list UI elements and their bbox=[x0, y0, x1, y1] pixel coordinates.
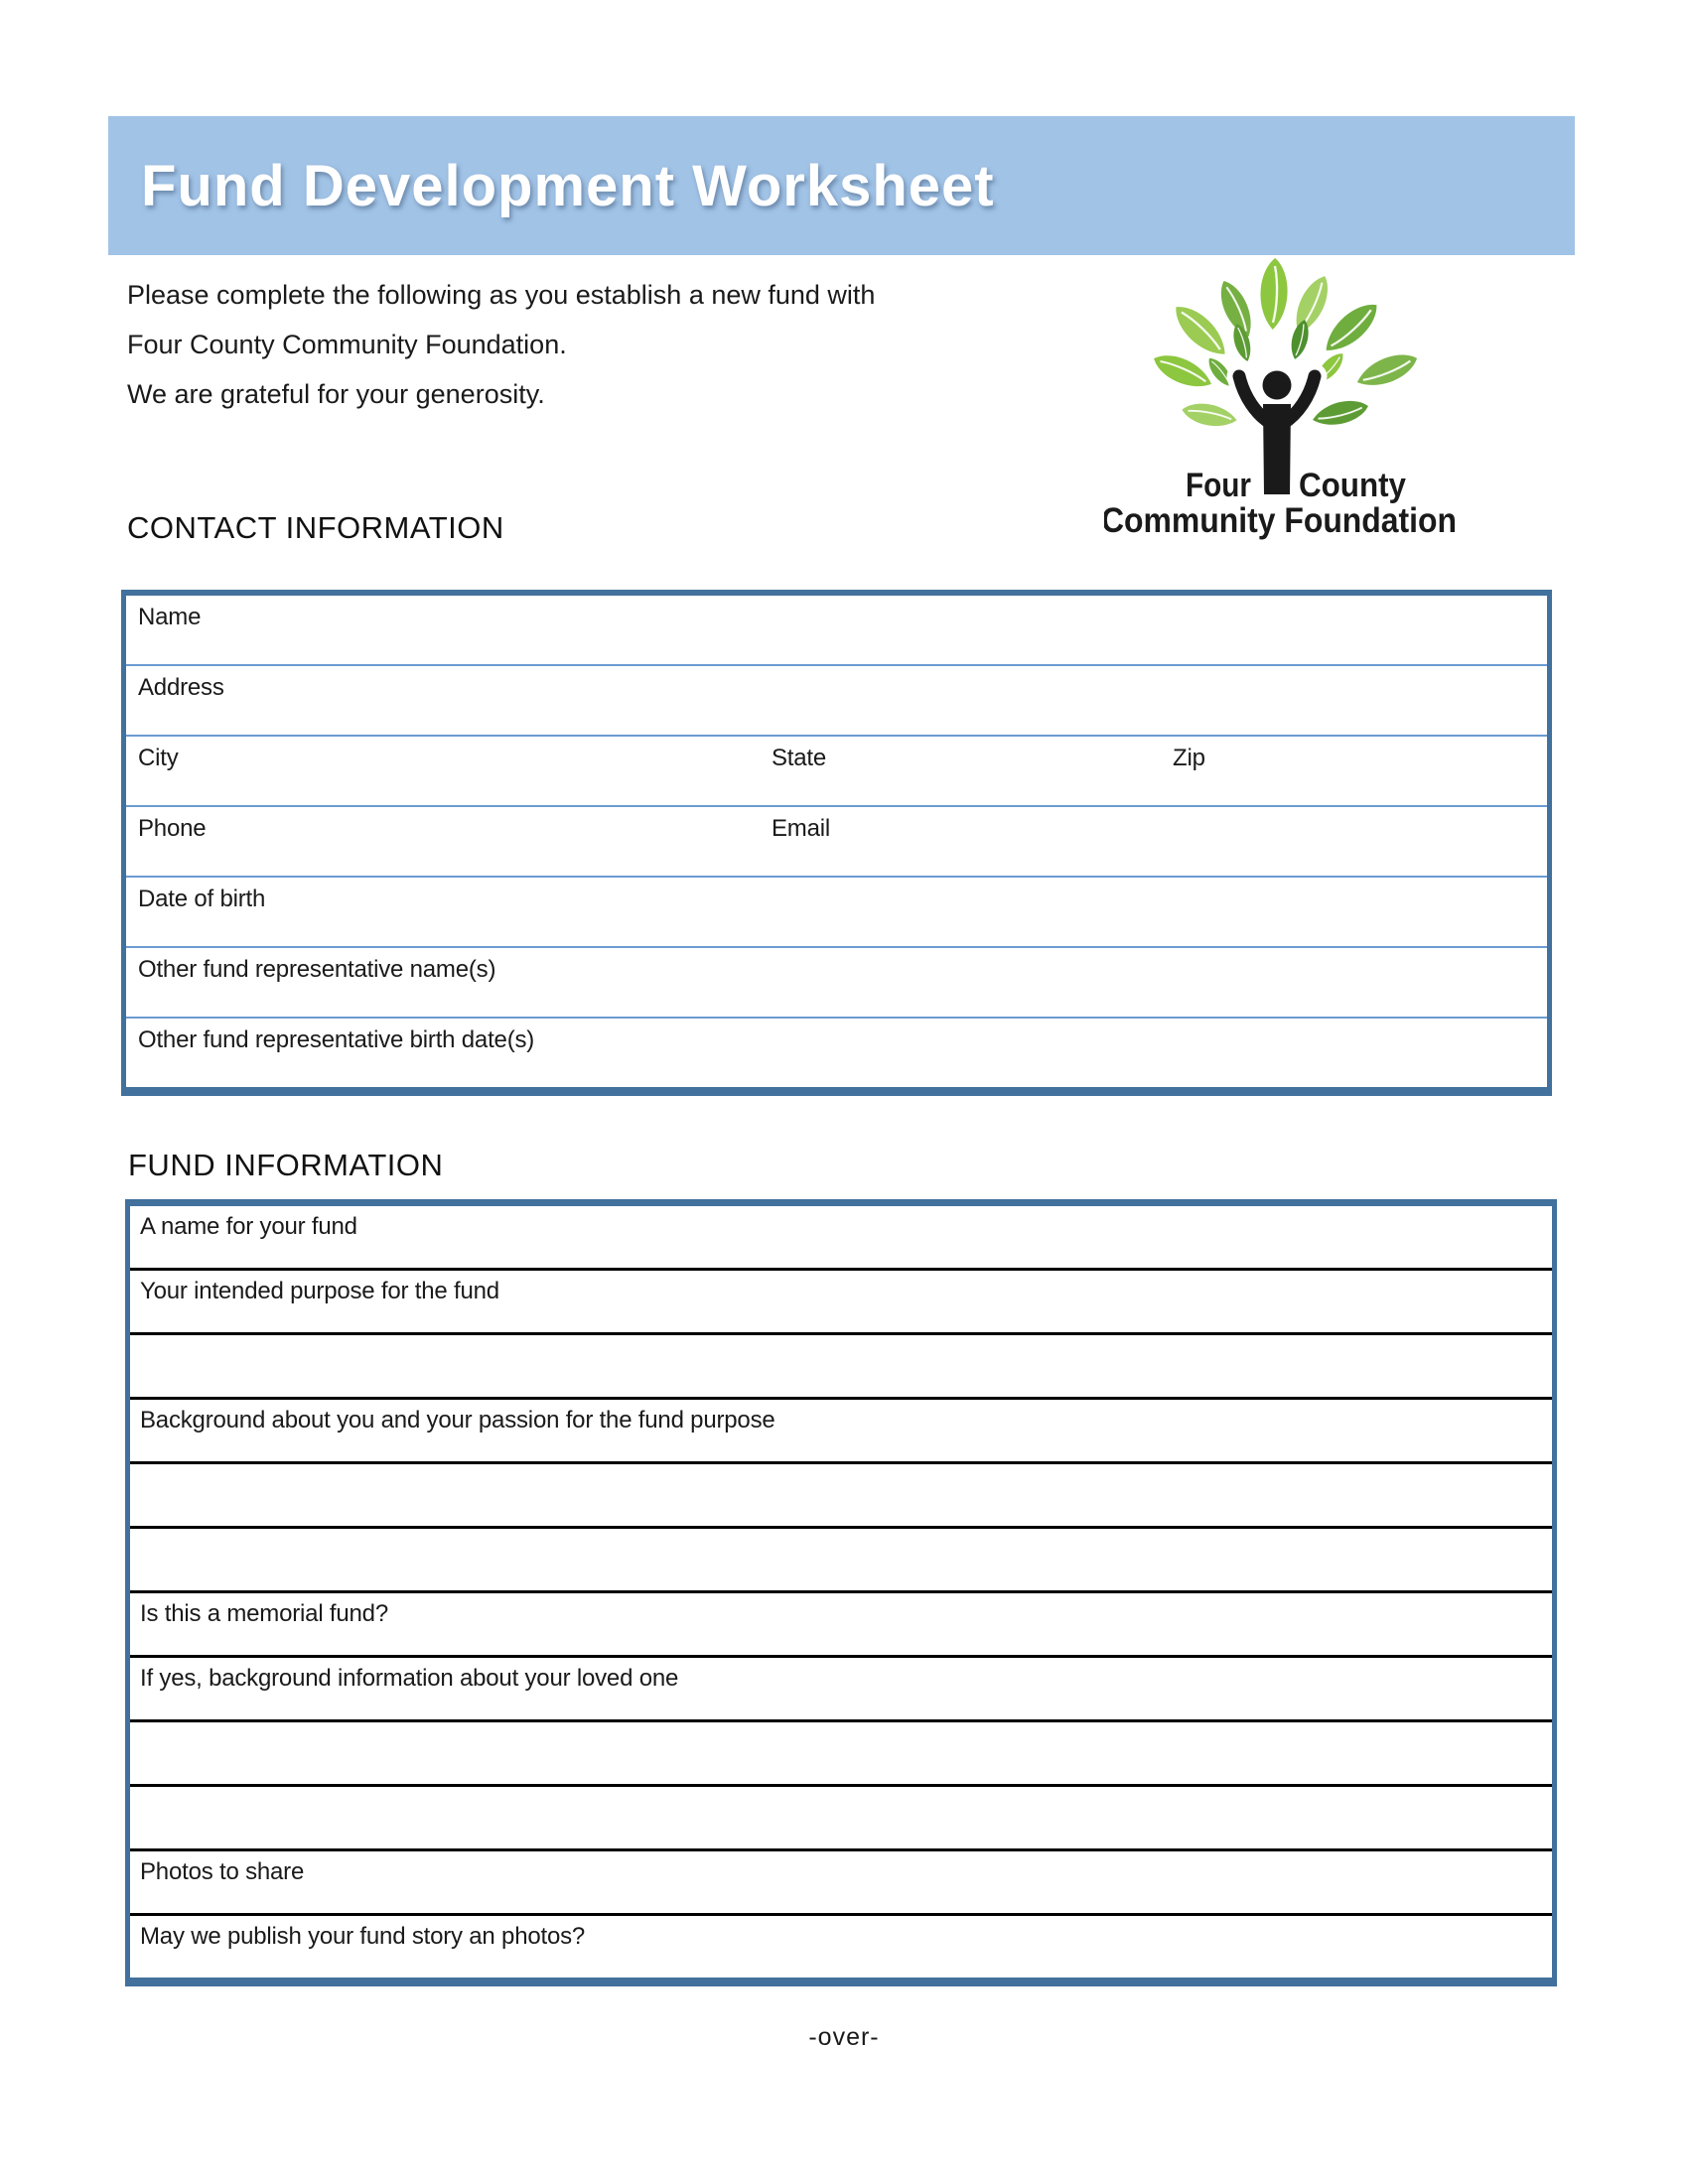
field-label: Background about you and your passion for the fund purpose bbox=[140, 1407, 775, 1433]
logo-text-county: County bbox=[1299, 467, 1407, 504]
page-title: Fund Development Worksheet bbox=[141, 153, 995, 218]
contact-section-heading: CONTACT INFORMATION bbox=[127, 510, 504, 545]
fund-row-memorial[interactable] bbox=[130, 1593, 1552, 1658]
fund-row-loved-one-extra-1[interactable] bbox=[130, 1722, 1552, 1787]
leaf-icon bbox=[1259, 258, 1289, 331]
fund-row-background[interactable] bbox=[130, 1400, 1552, 1464]
fund-row-background-extra-1[interactable] bbox=[130, 1464, 1552, 1529]
field-label: Address bbox=[138, 674, 224, 701]
field-label: City bbox=[138, 745, 179, 771]
logo-text-four: Four bbox=[1186, 467, 1251, 504]
fund-row-loved-one[interactable] bbox=[130, 1658, 1552, 1722]
fund-row-publish[interactable] bbox=[130, 1916, 1552, 1978]
field-label: Phone bbox=[138, 815, 207, 842]
leaf-icon bbox=[1310, 396, 1370, 431]
field-label: State bbox=[772, 745, 827, 771]
contact-row-date-of-birth[interactable] bbox=[126, 878, 1547, 948]
leaf-icon bbox=[1229, 322, 1254, 363]
fund-row-photos[interactable] bbox=[130, 1851, 1552, 1916]
field-label: If yes, background information about your loved one bbox=[140, 1665, 679, 1692]
field-label: Name bbox=[138, 604, 202, 630]
intro-line: Four County Community Foundation. bbox=[127, 330, 567, 359]
contact-row-name[interactable] bbox=[126, 596, 1547, 666]
field-label: Other fund representative birth date(s) bbox=[138, 1026, 535, 1053]
leaf-icon bbox=[1288, 271, 1336, 338]
fund-row-loved-one-extra-2[interactable] bbox=[130, 1787, 1552, 1851]
field-label: Zip bbox=[1173, 745, 1205, 771]
intro-line: Please complete the following as you establish a new fund with bbox=[127, 280, 876, 310]
contact-row-city-state-zip[interactable] bbox=[126, 737, 1547, 807]
field-label: Photos to share bbox=[140, 1858, 305, 1885]
contact-table bbox=[121, 590, 1552, 1096]
contact-row-address[interactable] bbox=[126, 666, 1547, 737]
leaf-icon bbox=[1180, 399, 1238, 430]
intro-text bbox=[127, 270, 875, 419]
intro-line: We are grateful for your generosity. bbox=[127, 379, 545, 409]
logo-text-community-foundation: Community Foundation bbox=[1104, 501, 1457, 540]
fund-row-purpose-extra[interactable] bbox=[130, 1335, 1552, 1400]
leaf-icon bbox=[1149, 347, 1216, 394]
field-label: Date of birth bbox=[138, 886, 266, 912]
field-label: May we publish your fund story an photos? bbox=[140, 1923, 586, 1950]
foundation-logo bbox=[1104, 252, 1474, 542]
leaf-icon bbox=[1352, 347, 1421, 394]
field-label: A name for your fund bbox=[140, 1213, 357, 1240]
fund-section-heading: FUND INFORMATION bbox=[128, 1148, 444, 1182]
title-banner bbox=[108, 116, 1575, 255]
contact-row-other-rep-birthdates[interactable] bbox=[126, 1019, 1547, 1087]
field-label: Email bbox=[772, 815, 831, 842]
field-label: Your intended purpose for the fund bbox=[140, 1278, 499, 1304]
field-label: Is this a memorial fund? bbox=[140, 1600, 388, 1627]
leaf-icon bbox=[1318, 296, 1385, 360]
fund-table bbox=[125, 1199, 1557, 1986]
field-label: Other fund representative name(s) bbox=[138, 956, 496, 983]
fund-row-fund-name[interactable] bbox=[130, 1206, 1552, 1271]
contact-row-phone-email[interactable] bbox=[126, 807, 1547, 878]
fund-row-purpose[interactable] bbox=[130, 1271, 1552, 1335]
contact-row-other-rep-names[interactable] bbox=[126, 948, 1547, 1019]
fund-row-background-extra-2[interactable] bbox=[130, 1529, 1552, 1593]
over-label: -over- bbox=[808, 2023, 880, 2051]
